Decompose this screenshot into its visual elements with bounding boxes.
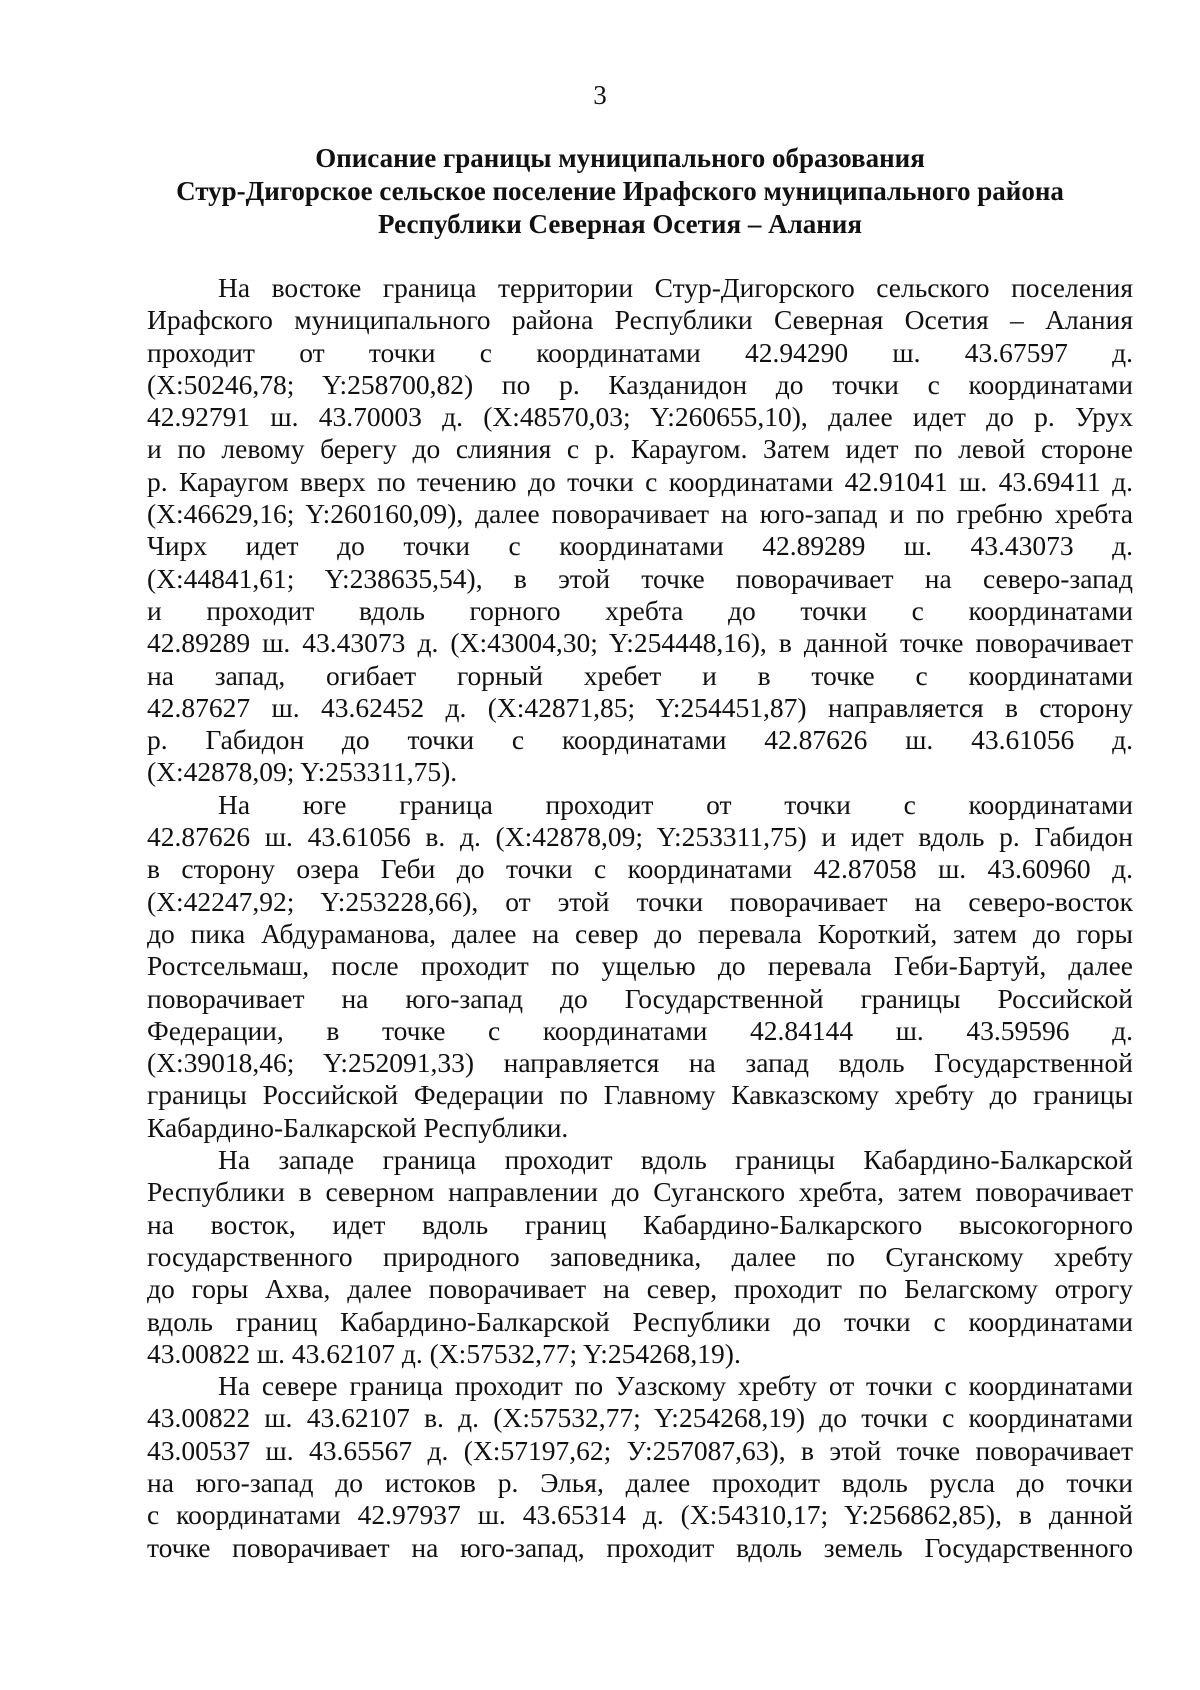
text-line: и по левому берегу до слияния с р. Караугом. Затем идет по левой стороне xyxy=(147,433,1133,465)
text-line: Республики в северном направлении до Суганского хребта, затем поворачивает xyxy=(147,1176,1133,1208)
text-line: На юге граница проходит от точки с координатами xyxy=(218,788,1133,820)
text-line: государственного природного заповедника, далее по Суганскому хребту xyxy=(147,1240,1133,1272)
text-line: до горы Ахва, далее поворачивает на север, проходит по Белагскому отрогу xyxy=(147,1273,1133,1305)
text-line: точке поворачивает на юго-запад, проходит вдоль земель Государственного xyxy=(147,1531,1133,1563)
text-line: Федерации, в точке с координатами 42.84144 ш. 43.59596 д. xyxy=(147,1014,1133,1046)
title-line: Описание границы муниципального образования xyxy=(315,143,925,173)
body-text xyxy=(147,272,1133,1564)
text-line: На западе граница проходит вдоль границы Кабардино-Балкарской xyxy=(218,1144,1133,1176)
text-line: На севере граница проходит по Уазскому хребту от точки с координатами xyxy=(218,1370,1133,1402)
text-line: 43.00822 ш. 43.62107 в. д. (X:57532,77; Y:254268,19) до точки с координатами xyxy=(147,1402,1133,1434)
document-title xyxy=(120,142,1120,241)
paragraph-west-boundary xyxy=(147,1144,1133,1370)
text-line: проходит от точки с координатами 42.94290 ш. 43.67597 д. xyxy=(147,336,1133,368)
text-line: в сторону озера Геби до точки с координатами 42.87058 ш. 43.60960 д. xyxy=(147,853,1133,885)
text-line: (X:50246,78; Y:258700,82) по р. Казданидон до точки с координатами xyxy=(147,368,1133,400)
paragraph-south-boundary xyxy=(147,789,1133,1144)
text-line: границы Российской Федерации по Главному Кавказскому хребту до границы xyxy=(147,1079,1133,1111)
text-line: до пика Абдураманова, далее на север до перевала Короткий, затем до горы xyxy=(147,917,1133,949)
text-line: на запад, огибает горный хребет и в точке с координатами xyxy=(147,659,1133,691)
text-line: Чирх идет до точки с координатами 42.89289 ш. 43.43073 д. xyxy=(147,530,1133,562)
text-line: р. Караугом вверх по течению до точки с координатами 42.91041 ш. 43.69411 д. xyxy=(147,465,1133,497)
paragraph-east-boundary xyxy=(147,272,1133,789)
text-line: на восток, идет вдоль границ Кабардино-Балкарского высокогорного xyxy=(147,1208,1133,1240)
text-line: р. Габидон до точки с координатами 42.87626 ш. 43.61056 д. xyxy=(147,724,1133,756)
text-line: Кабардино-Балкарской Республики. xyxy=(147,1111,569,1143)
text-line: На востоке граница территории Стур-Дигорского сельского поселения xyxy=(218,272,1133,303)
text-line: на юго-запад до истоков р. Элья, далее проходит вдоль русла до точки xyxy=(147,1466,1133,1498)
text-line: и проходит вдоль горного хребта до точки с координатами xyxy=(147,594,1133,626)
text-line: (X:44841,61; Y:238635,54), в этой точке поворачивает на северо-запад xyxy=(147,562,1133,594)
page-number: 3 xyxy=(593,80,607,110)
paragraph-north-boundary xyxy=(147,1370,1133,1564)
text-line: (X:46629,16; Y:260160,09), далее поворачивает на юго-запад и по гребню хребта xyxy=(147,498,1133,530)
text-line: (X:39018,46; Y:252091,33) направляется на запад вдоль Государственной xyxy=(147,1047,1133,1079)
text-line: с координатами 42.97937 ш. 43.65314 д. (X:54310,17; Y:256862,85), в данной xyxy=(147,1499,1133,1531)
text-line: 42.87626 ш. 43.61056 в. д. (X:42878,09; Y:253311,75) и идет вдоль р. Габидон xyxy=(147,821,1133,853)
text-line: поворачивает на юго-запад до Государственной границы Российской xyxy=(147,982,1133,1014)
text-line: Ирафского муниципального района Республики Северная Осетия – Алания xyxy=(147,304,1133,336)
title-line: Республики Северная Осетия – Алания xyxy=(378,209,862,239)
text-line: 43.00537 ш. 43.65567 д. (X:57197,62; У:257087,63), в этой точке поворачивает xyxy=(147,1434,1133,1466)
text-line: 43.00822 ш. 43.62107 д. (X:57532,77; Y:254268,19). xyxy=(147,1337,741,1369)
title-line: Стур-Дигорское сельское поселение Ирафского муниципального района xyxy=(176,176,1064,206)
text-line: 42.89289 ш. 43.43073 д. (X:43004,30; Y:254448,16), в данной точке поворачивает xyxy=(147,627,1133,659)
text-line: (X:42878,09; Y:253311,75). xyxy=(147,756,458,788)
text-line: 42.92791 ш. 43.70003 д. (X:48570,03; Y:260655,10), далее идет до р. Урух xyxy=(147,401,1133,433)
text-line: вдоль границ Кабардино-Балкарской Республики до точки с координатами xyxy=(147,1305,1133,1337)
text-line: Ростсельмаш, после проходит по ущелью до перевала Геби-Бартуй, далее xyxy=(147,950,1133,982)
text-line: 42.87627 ш. 43.62452 д. (X:42871,85; Y:254451,87) направляется в сторону xyxy=(147,691,1133,723)
text-line: (X:42247,92; Y:253228,66), от этой точки поворачивает на северо-восток xyxy=(147,885,1133,917)
